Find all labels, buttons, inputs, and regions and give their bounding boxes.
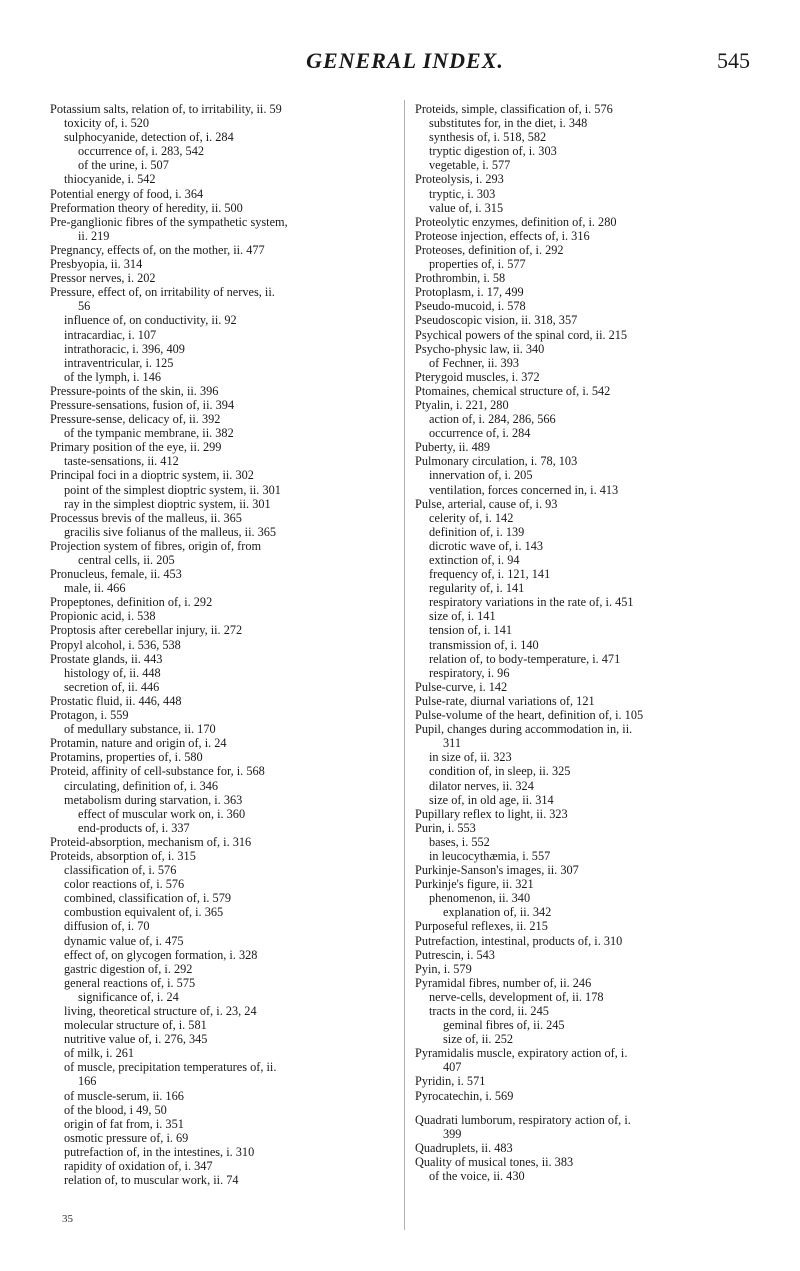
index-subentry: end-products of, i. 337 — [78, 820, 190, 835]
index-entry: Purin, i. 553 — [415, 820, 476, 835]
index-subentry: vegetable, i. 577 — [429, 158, 511, 173]
index-entry: Putrescin, i. 543 — [415, 947, 495, 962]
index-subentry: relation of, to muscular work, ii. 74 — [64, 1173, 239, 1188]
index-subentry: nutritive value of, i. 276, 345 — [64, 1032, 208, 1047]
index-subentry: general reactions of, i. 575 — [64, 975, 196, 990]
index-subentry: of medullary substance, ii. 170 — [64, 722, 216, 737]
index-subentry: substitutes for, in the diet, i. 348 — [429, 116, 588, 131]
index-entry: Pyrocatechin, i. 569 — [415, 1088, 514, 1103]
index-subentry: osmotic pressure of, i. 69 — [64, 1130, 189, 1145]
index-entry-continuation: 399 — [443, 1126, 462, 1141]
index-entry: Prostate glands, ii. 443 — [50, 651, 163, 666]
index-entry: Psycho-physic law, ii. 340 — [415, 341, 545, 356]
index-subentry: tracts in the cord, ii. 245 — [429, 1004, 549, 1018]
index-entry: Pulse-curve, i. 142 — [415, 679, 508, 694]
index-entry-continuation: 407 — [443, 1060, 462, 1075]
page-header — [60, 48, 750, 78]
index-entry: Proteolytic enzymes, definition of, i. 280 — [415, 214, 617, 229]
index-subentry: ray in the simplest dioptric system, ii. 301 — [64, 496, 271, 511]
index-entry: Pupillary reflex to light, ii. 323 — [415, 806, 568, 821]
index-column-left — [50, 102, 390, 1187]
index-entry: Pyramidalis muscle, expiratory action of, i. — [415, 1046, 628, 1061]
index-entry: Psychical powers of the spinal cord, ii. 215 — [415, 327, 628, 342]
index-subentry: definition of, i. 139 — [429, 524, 525, 539]
index-entry: Pyin, i. 579 — [415, 961, 472, 976]
index-subentry: effect of muscular work on, i. 360 — [78, 806, 246, 821]
index-entry: Purkinje-Sanson's images, ii. 307 — [415, 863, 579, 878]
index-subentry: of muscle-serum, ii. 166 — [64, 1088, 184, 1103]
index-subentry: toxicity of, i. 520 — [64, 116, 150, 131]
page-number: 545 — [717, 48, 750, 73]
index-entry: Quality of musical tones, ii. 383 — [415, 1154, 574, 1169]
index-subentry: of the voice, ii. 430 — [429, 1169, 525, 1184]
index-subentry: effect of, on glycogen formation, i. 328 — [64, 947, 258, 962]
index-subentry: circulating, definition of, i. 346 — [64, 778, 219, 793]
index-subentry: condition of, in sleep, ii. 325 — [429, 764, 571, 779]
index-subentry: origin of fat from, i. 351 — [64, 1116, 184, 1131]
index-subentry: intrathoracic, i. 396, 409 — [64, 341, 185, 356]
index-subentry: nerve-cells, development of, ii. 178 — [429, 989, 604, 1004]
index-entry: Proteids, absorption of, i. 315 — [50, 848, 196, 863]
index-subentry: of the tympanic membrane, ii. 382 — [64, 426, 234, 441]
index-subentry: explanation of, ii. 342 — [443, 905, 552, 920]
index-subentry: histology of, ii. 448 — [64, 665, 161, 680]
index-entry: Proteid, affinity of cell-substance for, i. 568 — [50, 764, 265, 779]
index-entry: Potential energy of food, i. 364 — [50, 186, 204, 201]
index-subentry: rapidity of oxidation of, i. 347 — [64, 1159, 213, 1174]
index-subentry: intraventricular, i. 125 — [64, 355, 174, 370]
index-subentry: classification of, i. 576 — [64, 863, 177, 878]
index-entry-continuation: central cells, ii. 205 — [78, 553, 175, 567]
index-entry: Putrefaction, intestinal, products of, i. 310 — [415, 933, 623, 948]
index-subentry: of the urine, i. 507 — [78, 158, 169, 173]
index-subentry: synthesis of, i. 518, 582 — [429, 130, 547, 145]
index-entry: Protamin, nature and origin of, i. 24 — [50, 736, 227, 751]
index-subentry: male, ii. 466 — [64, 581, 126, 596]
index-subentry: size of, in old age, ii. 314 — [429, 792, 554, 807]
index-entry: Quadrati lumborum, respiratory action of, i. — [415, 1112, 631, 1127]
index-subentry: sulphocyanide, detection of, i. 284 — [64, 130, 234, 145]
index-subentry: living, theoretical structure of, i. 23, 24 — [64, 1004, 257, 1018]
index-entry-continuation: 56 — [78, 299, 91, 314]
index-subentry: celerity of, i. 142 — [429, 510, 514, 525]
index-subentry: significance of, i. 24 — [78, 989, 179, 1004]
index-subentry: bases, i. 552 — [429, 834, 490, 849]
index-entry: Pressure-points of the skin, ii. 396 — [50, 383, 219, 398]
index-subentry: in size of, ii. 323 — [429, 750, 512, 765]
index-entry-continuation: ii. 219 — [78, 228, 110, 243]
index-gap — [415, 1103, 760, 1113]
index-subentry: combustion equivalent of, i. 365 — [64, 905, 224, 920]
index-entry: Pupil, changes during accommodation in, ii. — [415, 722, 633, 737]
index-subentry: size of, i. 141 — [429, 609, 496, 624]
index-entry: Propionic acid, i. 538 — [50, 609, 156, 624]
index-subentry: phenomenon, ii. 340 — [429, 891, 531, 906]
index-subentry: value of, i. 315 — [429, 200, 504, 215]
index-subentry: respiratory variations in the rate of, i. 451 — [429, 595, 634, 610]
index-subentry: respiratory, i. 96 — [429, 665, 510, 680]
index-subentry: gastric digestion of, i. 292 — [64, 961, 193, 976]
index-subentry: occurrence of, i. 284 — [429, 426, 531, 441]
index-subentry: regularity of, i. 141 — [429, 581, 525, 596]
index-entry: Purkinje's figure, ii. 321 — [415, 877, 534, 892]
column-divider — [404, 100, 405, 1230]
index-subentry: intracardiac, i. 107 — [64, 327, 157, 342]
index-subentry: thiocyanide, i. 542 — [64, 172, 156, 187]
index-entry: Proptosis after cerebellar injury, ii. 272 — [50, 623, 243, 638]
index-subentry: extinction of, i. 94 — [429, 553, 520, 567]
index-entry: Puberty, ii. 489 — [415, 440, 491, 455]
index-subentry: innervation of, i. 205 — [429, 468, 533, 483]
index-entry: Protamins, properties of, i. 580 — [50, 750, 203, 765]
index-entry: Pulse-volume of the heart, definition of, i. 105 — [415, 708, 644, 723]
index-entry: Pressure-sensations, fusion of, ii. 394 — [50, 397, 235, 412]
index-subentry: gracilis sive folianus of the malleus, ii. 365 — [64, 524, 277, 539]
index-entry: Propeptones, definition of, i. 292 — [50, 595, 213, 610]
index-entry: Pressure, effect of, on irritability of nerves, ii. — [50, 285, 275, 300]
index-subentry: tryptic digestion of, i. 303 — [429, 144, 557, 159]
index-entry: Projection system of fibres, origin of, from — [50, 538, 262, 553]
index-subentry: tension of, i. 141 — [429, 623, 512, 638]
index-entry: Pyramidal fibres, number of, ii. 246 — [415, 975, 592, 990]
index-entry: Primary position of the eye, ii. 299 — [50, 440, 222, 455]
index-entry: Propyl alcohol, i. 536, 538 — [50, 637, 181, 652]
index-subentry: occurrence of, i. 283, 542 — [78, 144, 204, 159]
index-entry: Quadruplets, ii. 483 — [415, 1140, 513, 1155]
index-entry: Proteid-absorption, mechanism of, i. 316 — [50, 834, 252, 849]
index-subentry: frequency of, i. 121, 141 — [429, 567, 551, 582]
index-entry-continuation: 311 — [443, 736, 461, 751]
index-entry: Ptyalin, i. 221, 280 — [415, 397, 509, 412]
index-entry: Proteolysis, i. 293 — [415, 172, 504, 187]
running-title: GENERAL INDEX. — [306, 48, 504, 73]
index-entry: Presbyopia, ii. 314 — [50, 257, 143, 272]
index-subentry: action of, i. 284, 286, 566 — [429, 412, 556, 427]
index-subentry: in leucocythæmia, i. 557 — [429, 848, 551, 863]
index-subentry: of milk, i. 261 — [64, 1046, 135, 1061]
index-column-right — [415, 102, 760, 1183]
index-subentry: properties of, i. 577 — [429, 257, 526, 272]
index-entry: Pseudoscopic vision, ii. 318, 357 — [415, 313, 578, 328]
index-entry: Protagon, i. 559 — [50, 708, 129, 723]
index-entry: Prothrombin, i. 58 — [415, 271, 506, 286]
index-subentry: tryptic, i. 303 — [429, 186, 496, 201]
index-subentry: dilator nerves, ii. 324 — [429, 778, 534, 793]
index-entry: Proteoses, definition of, i. 292 — [415, 242, 564, 257]
index-entry: Purposeful reflexes, ii. 215 — [415, 919, 548, 934]
index-entry: Pterygoid muscles, i. 372 — [415, 369, 540, 384]
index-entry: Pressor nerves, i. 202 — [50, 271, 156, 286]
index-subentry: influence of, on conductivity, ii. 92 — [64, 313, 237, 328]
index-entry: Pyridin, i. 571 — [415, 1074, 486, 1089]
index-subentry: transmission of, i. 140 — [429, 637, 539, 652]
index-entry: Principal foci in a dioptric system, ii. 302 — [50, 468, 254, 483]
index-subentry: color reactions of, i. 576 — [64, 877, 185, 892]
index-subentry: relation of, to body-temperature, i. 471 — [429, 651, 621, 666]
index-entry: Proteids, simple, classification of, i. 576 — [415, 102, 613, 116]
index-entry: Pulse, arterial, cause of, i. 93 — [415, 496, 558, 511]
index-entry: Pseudo-mucoid, i. 578 — [415, 299, 526, 314]
index-entry: Proteose injection, effects of, i. 316 — [415, 228, 590, 243]
index-subentry: diffusion of, i. 70 — [64, 919, 150, 934]
index-subentry: taste-sensations, ii. 412 — [64, 454, 179, 469]
index-entry: Preformation theory of heredity, ii. 500 — [50, 200, 243, 215]
signature-mark: 35 — [62, 1213, 73, 1225]
index-subentry: ventilation, forces concerned in, i. 413 — [429, 482, 619, 497]
index-subentry: of the blood, i 49, 50 — [64, 1102, 167, 1117]
index-entry: Pregnancy, effects of, on the mother, ii. 477 — [50, 242, 265, 257]
index-entry: Processus brevis of the malleus, ii. 365 — [50, 510, 242, 525]
index-subentry: of the lymph, i. 146 — [64, 369, 162, 384]
index-subentry: secretion of, ii. 446 — [64, 679, 160, 694]
index-subentry: molecular structure of, i. 581 — [64, 1018, 207, 1033]
index-entry: Pre-ganglionic fibres of the sympathetic system, — [50, 214, 288, 229]
index-subentry: putrefaction of, in the intestines, i. 310 — [64, 1144, 255, 1159]
index-subentry: dicrotic wave of, i. 143 — [429, 538, 544, 553]
index-entry: Pulse-rate, diurnal variations of, 121 — [415, 693, 595, 708]
index-entry: Pressure-sense, delicacy of, ii. 392 — [50, 412, 221, 427]
index-subentry: point of the simplest dioptric system, ii. 301 — [64, 482, 281, 497]
index-subentry: size of, ii. 252 — [443, 1032, 514, 1047]
index-entry: Pulmonary circulation, i. 78, 103 — [415, 454, 578, 469]
index-subentry: dynamic value of, i. 475 — [64, 933, 184, 948]
index-subentry: metabolism during starvation, i. 363 — [64, 792, 243, 807]
index-entry: Potassium salts, relation of, to irritability, ii. 59 — [50, 102, 282, 116]
index-entry-continuation: 166 — [78, 1074, 97, 1089]
index-entry: Prostatic fluid, ii. 446, 448 — [50, 693, 182, 708]
index-entry: Pronucleus, female, ii. 453 — [50, 567, 182, 582]
index-subentry: of muscle, precipitation temperatures of, ii. — [64, 1060, 277, 1075]
index-entry: Ptomaines, chemical structure of, i. 542 — [415, 383, 611, 398]
index-entry: Protoplasm, i. 17, 499 — [415, 285, 524, 300]
index-subentry: geminal fibres of, ii. 245 — [443, 1018, 565, 1033]
index-subentry: of Fechner, ii. 393 — [429, 355, 520, 370]
index-subentry: combined, classification of, i. 579 — [64, 891, 231, 906]
